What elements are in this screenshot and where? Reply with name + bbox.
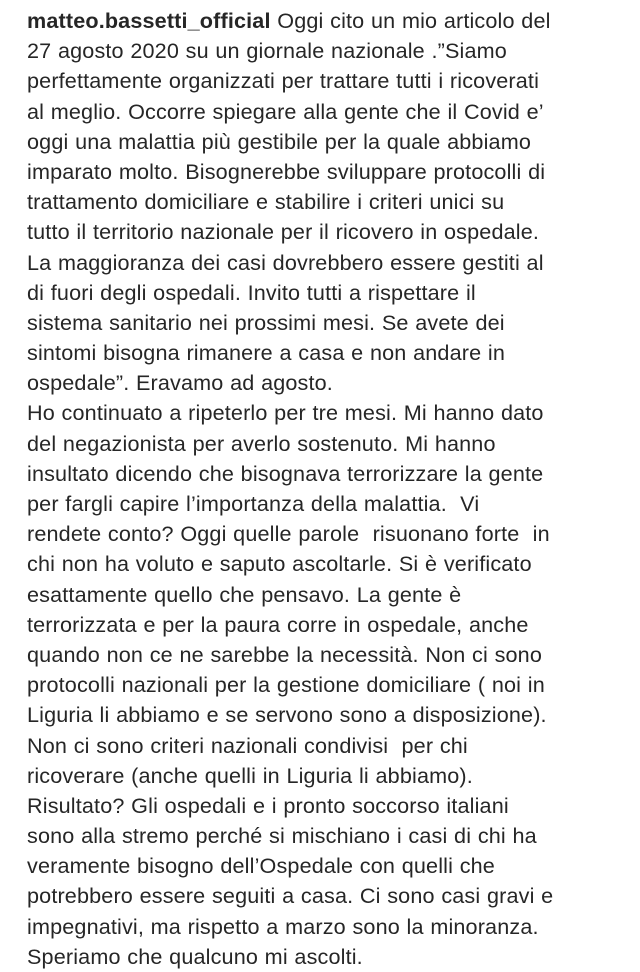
caption-line: ricoverare (anche quelli in Liguria li abbiamo). [27, 762, 473, 788]
caption-line: ospedale”. Eravamo ad agosto. [27, 370, 333, 396]
caption-line: sintomi bisogna rimanere a casa e non andare in [27, 340, 505, 366]
caption-paragraph-2 [27, 398, 634, 972]
caption-line: Speriamo che qualcuno mi ascolti. [27, 943, 363, 969]
username-link[interactable]: matteo.bassetti_official [27, 8, 271, 33]
caption-text: Oggi cito un mio articolo del [270, 8, 551, 33]
caption-line [27, 6, 634, 36]
caption-line: La maggioranza dei casi dovrebbero essere gestiti al [27, 249, 544, 275]
caption-line: trattamento domiciliare e stabilire i criteri unici su [27, 189, 505, 215]
caption-line: perfettamente organizzati per trattare tutti i ricoverati [27, 68, 540, 94]
caption-line: potrebbero essere seguiti a casa. Ci sono casi gravi e [27, 883, 554, 909]
caption-line: protocolli nazionali per la gestione domiciliare ( noi in [27, 672, 545, 698]
caption-line: al meglio. Occorre spiegare alla gente che il Covid e’ [27, 98, 544, 124]
caption-line: sistema sanitario nei prossimi mesi. Se avete dei [27, 309, 505, 335]
caption-line: Ho continuato a ripeterlo per tre mesi. Mi hanno dato [27, 400, 544, 426]
caption-line: per fargli capire l’importanza della malattia. Vi [27, 491, 480, 516]
caption-line: oggi una malattia più gestibile per la quale abbiamo [27, 128, 531, 154]
caption-line: terrorizzata e per la paura corre in ospedale, anche [27, 611, 529, 637]
caption-line: rendete conto? Oggi quelle parole risuonano forte in [27, 521, 550, 547]
caption-line: Non ci sono criteri nazionali condivisi per chi [27, 732, 468, 758]
caption-line: insultato dicendo che bisognava terrorizzare la gente [27, 460, 544, 486]
caption-line: quando non ce ne sarebbe la necessità. Non ci sono [27, 641, 543, 667]
caption-line: Liguria li abbiamo e se servono sono a disposizione). [27, 702, 547, 728]
caption-line: tutto il territorio nazionale per il ricovero in ospedale. [27, 219, 540, 245]
caption-line: del negazionista per averlo sostenuto. Mi hanno [27, 430, 496, 456]
caption-line: veramente bisogno dell’Ospedale con quelli che [27, 853, 495, 879]
caption-line: imparato molto. Bisognerebbe sviluppare protocolli di [27, 158, 546, 184]
caption-line: Risultato? Gli ospedali e i pronto soccorso italiani [27, 792, 509, 818]
caption-line: sono alla stremo perché si mischiano i casi di chi ha [27, 823, 537, 849]
caption-paragraph-1 [27, 6, 634, 398]
caption-line: impegnativi, ma rispetto a marzo sono la minoranza. [27, 913, 539, 939]
caption-line: esattamente quello che pensavo. La gente è [27, 581, 462, 607]
caption-line: 27 agosto 2020 su un giornale nazionale .”Siamo [27, 38, 507, 64]
caption-line: di fuori degli ospedali. Invito tutti a rispettare il [27, 279, 476, 305]
caption-line: chi non ha voluto e saputo ascoltarle. Si è verificato [27, 551, 532, 577]
